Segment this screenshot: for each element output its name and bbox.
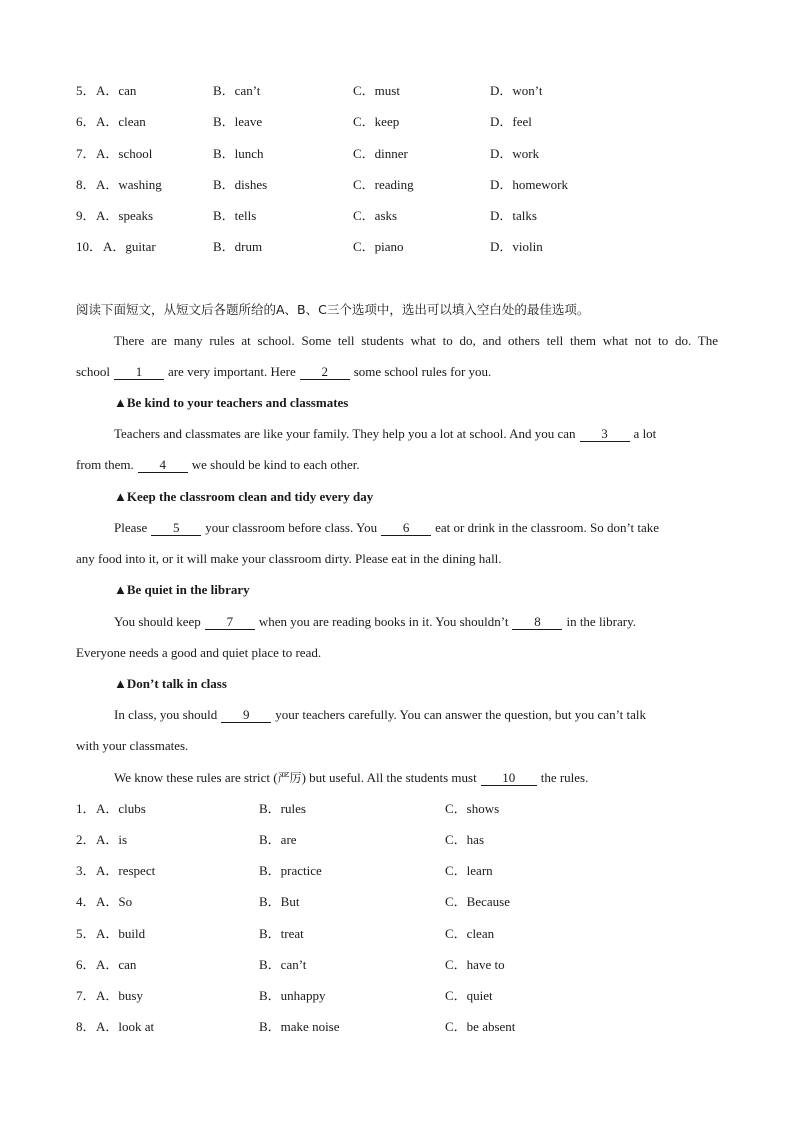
option-b: B．unhappy — [259, 988, 326, 1003]
option-a: A．washing — [96, 177, 162, 192]
passage-line — [114, 520, 718, 536]
passage-text: when you are reading books in it. You shouldn’t — [258, 614, 509, 629]
question-number: 8． — [76, 1019, 96, 1034]
passage-text: are very important. Here — [167, 364, 296, 379]
option-c: C．must — [353, 83, 400, 98]
section-heading: ▲Be kind to your teachers and classmates — [114, 395, 349, 410]
passage-text: your classroom before class. You — [205, 520, 378, 535]
passage-text: from them. — [76, 457, 134, 472]
option-d: D．homework — [490, 177, 568, 192]
option-a: A．can — [96, 957, 137, 972]
passage-line — [76, 364, 718, 380]
option-c: C．have to — [445, 957, 505, 972]
passage-text: We know these rules are strict ( — [114, 770, 278, 785]
option-b: B．make noise — [259, 1019, 340, 1034]
passage-text: You should keep — [114, 614, 201, 629]
option-a: A．school — [96, 146, 153, 161]
option-c: C．Because — [445, 894, 510, 909]
blank-3: 3 — [580, 427, 630, 442]
question-number: 7． — [76, 988, 96, 1003]
question-number: 4． — [76, 894, 96, 909]
option-b: B．rules — [259, 801, 306, 816]
passage-text: your teachers carefully. You can answer the question, but you can’t talk — [275, 707, 647, 722]
question-number: 10． — [76, 239, 103, 254]
section-heading: ▲Be quiet in the library — [114, 582, 250, 597]
option-c: C．asks — [353, 208, 398, 223]
passage-text: ) but useful. All the students must — [301, 770, 477, 785]
passage-line: Everyone needs a good and quiet place to read. — [76, 645, 322, 660]
question-number: 3． — [76, 863, 96, 878]
option-a: A．So — [96, 894, 133, 909]
option-d: D．violin — [490, 239, 543, 254]
section-instruction: 阅读下面短文，从短文后各题所给的A、B、C三个选项中，选出可以填入空白处的最佳选项。 — [76, 302, 590, 317]
option-a: A．is — [96, 832, 128, 847]
passage-text: eat or drink in the classroom. So don’t take — [435, 520, 660, 535]
option-b: B．drum — [213, 239, 263, 254]
passage-line: There are many rules at school. Some tell students what to do, and others tell them what not to do. The — [114, 333, 718, 348]
option-a: A．speaks — [96, 208, 154, 223]
option-a: A．build — [96, 926, 146, 941]
blank-6: 6 — [381, 521, 431, 536]
option-a: A．clean — [96, 114, 146, 129]
option-d: D．won’t — [490, 83, 543, 98]
option-b: B．dishes — [213, 177, 268, 192]
passage-line — [76, 457, 718, 473]
question-number: 7． — [76, 146, 96, 161]
question-number: 5． — [76, 83, 96, 98]
blank-5: 5 — [151, 521, 201, 536]
blank-9: 9 — [221, 708, 271, 723]
option-d: D．talks — [490, 208, 537, 223]
passage-line — [114, 614, 718, 630]
passage-text: we should be kind to each other. — [191, 457, 360, 472]
option-c: C．clean — [445, 926, 495, 941]
option-c: C．shows — [445, 801, 500, 816]
option-c: C．quiet — [445, 988, 493, 1003]
option-b: B．are — [259, 832, 297, 847]
option-b: B．can’t — [259, 957, 307, 972]
question-number: 9． — [76, 208, 96, 223]
option-a: A．clubs — [96, 801, 146, 816]
option-c: C．piano — [353, 239, 404, 254]
option-c: C．has — [445, 832, 485, 847]
blank-2: 2 — [300, 365, 350, 380]
section-heading: ▲Don’t talk in class — [114, 676, 227, 691]
option-c: C．keep — [353, 114, 400, 129]
option-b: B．lunch — [213, 146, 264, 161]
option-b: B．But — [259, 894, 300, 909]
question-number: 6． — [76, 957, 96, 972]
passage-line — [114, 770, 718, 786]
option-a: A．look at — [96, 1019, 155, 1034]
option-c: C．be absent — [445, 1019, 516, 1034]
passage-text: school — [76, 364, 110, 379]
option-c: C．dinner — [353, 146, 408, 161]
option-b: B．can’t — [213, 83, 261, 98]
passage-text: Please — [114, 520, 148, 535]
passage-line: any food into it, or it will make your classroom dirty. Please eat in the dining hall. — [76, 551, 502, 566]
option-d: D．feel — [490, 114, 532, 129]
question-number: 6． — [76, 114, 96, 129]
option-b: B．leave — [213, 114, 263, 129]
blank-10: 10 — [481, 771, 537, 786]
option-c: C．learn — [445, 863, 493, 878]
option-a: A．guitar — [103, 239, 156, 254]
blank-1: 1 — [114, 365, 164, 380]
passage-text: In class, you should — [114, 707, 218, 722]
passage-text: a lot — [633, 426, 657, 441]
option-a: A．busy — [96, 988, 143, 1003]
question-number: 1． — [76, 801, 96, 816]
passage-text: in the library. — [566, 614, 637, 629]
option-d: D．work — [490, 146, 540, 161]
section-heading: ▲Keep the classroom clean and tidy every day — [114, 489, 374, 504]
blank-7: 7 — [205, 615, 255, 630]
chinese-gloss: 严厉 — [277, 771, 302, 785]
blank-8: 8 — [512, 615, 562, 630]
blank-4: 4 — [138, 458, 188, 473]
question-number: 2． — [76, 832, 96, 847]
passage-line — [114, 707, 718, 723]
passage-line: with your classmates. — [76, 738, 189, 753]
option-b: B．treat — [259, 926, 304, 941]
option-a: A．can — [96, 83, 137, 98]
option-a: A．respect — [96, 863, 156, 878]
option-b: B．practice — [259, 863, 322, 878]
passage-line — [114, 426, 718, 442]
question-number: 8． — [76, 177, 96, 192]
question-number: 5． — [76, 926, 96, 941]
passage-text: Teachers and classmates are like your family. They help you a lot at school. And you can — [114, 426, 576, 441]
option-c: C．reading — [353, 177, 414, 192]
option-b: B．tells — [213, 208, 257, 223]
passage-text: the rules. — [540, 770, 589, 785]
passage-text: some school rules for you. — [353, 364, 492, 379]
